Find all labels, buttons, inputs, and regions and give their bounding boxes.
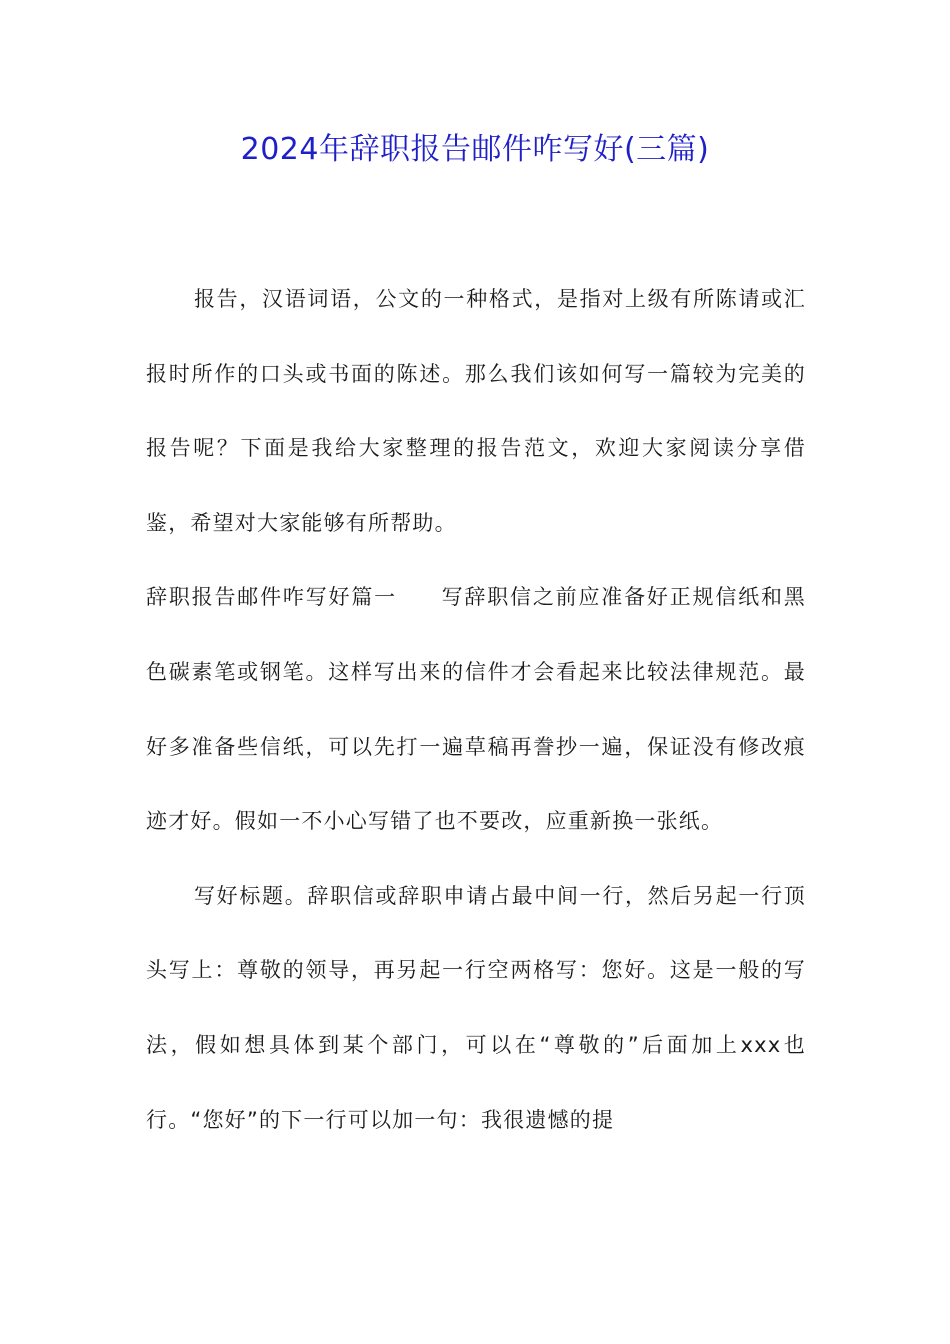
section-1-heading: 辞职报告邮件咋写好篇一 xyxy=(146,585,397,610)
section-1-paragraph xyxy=(146,560,806,858)
intro-paragraph: 报告，汉语词语，公文的一种格式，是指对上级有所陈请或汇报时所作的口头或书面的陈述。那么我们该如何写一篇较为完美的报告呢？下面是我给大家整理的报告范文，欢迎大家阅读分享借鉴，希望对大家能够有所帮助。 xyxy=(146,287,806,535)
section-1-text: 写辞职信之前应准备好正规信纸和黑色碳素笔或钢笔。这样写出来的信件才会看起来比较法律规范。最好多准备些信纸，可以先打一遍草稿再誊抄一遍，保证没有修改痕迹才好。假如一不小心写错了也不要改，应重新换一张纸。 xyxy=(146,585,807,834)
document-title: 2024年辞职报告邮件咋写好(三篇) xyxy=(240,132,710,167)
title-writing-paragraph: 写好标题。辞职信或辞职申请占最中间一行，然后另起一行顶头写上：尊敬的领导，再另起一行空两格写：您好。这是一般的写法，假如想具体到某个部门，可以在“尊敬的”后面加上xxx也行。“您好”的下一行可以加一句：我很遗憾的提 xyxy=(146,883,806,1132)
document-body xyxy=(146,262,806,1157)
